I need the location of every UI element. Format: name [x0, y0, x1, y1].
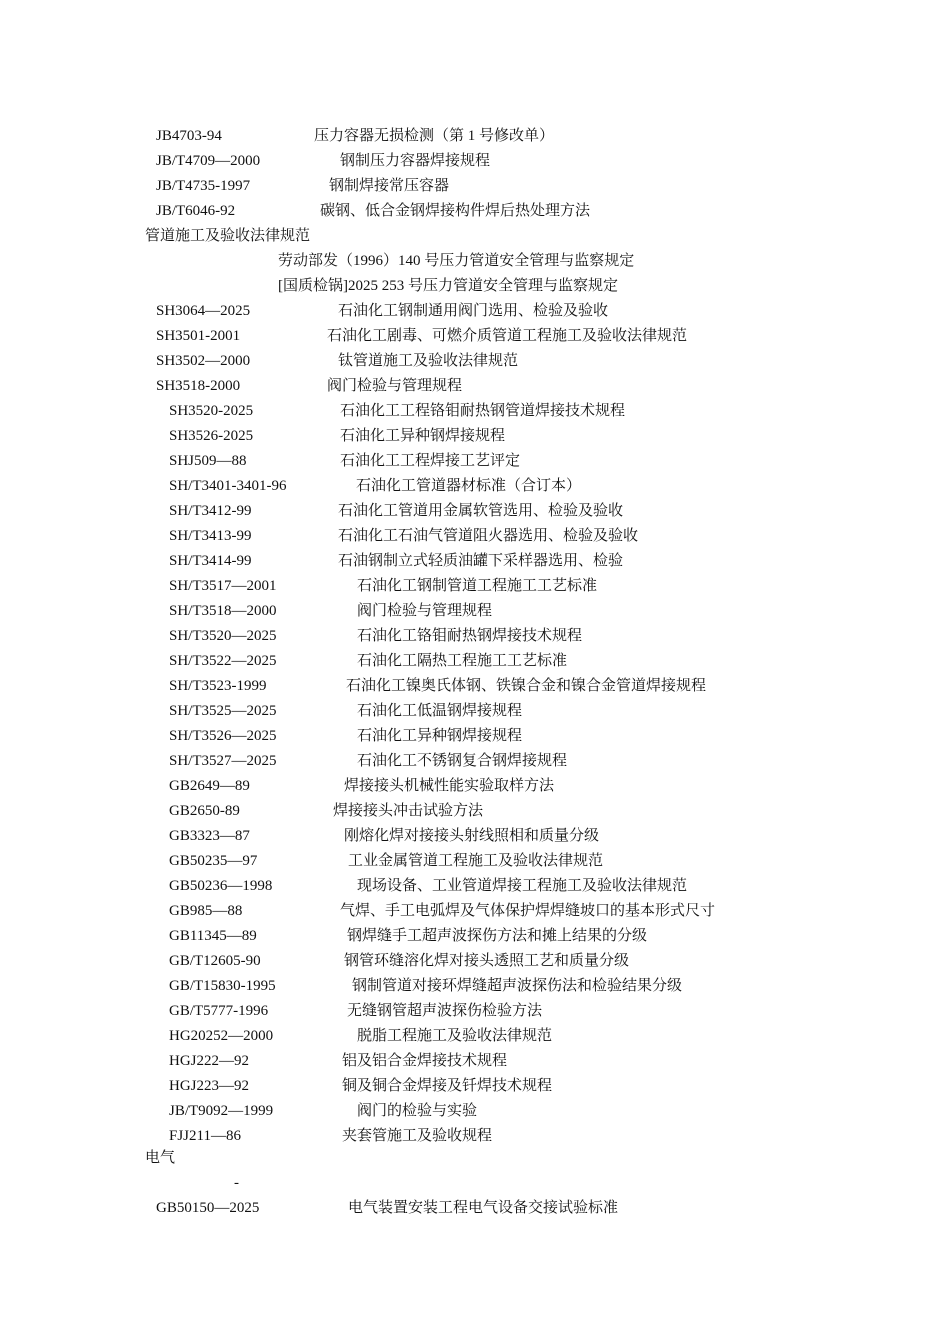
standard-code: SH/T3401-3401-96 [169, 478, 287, 494]
standard-code: HG20252—2000 [169, 1028, 274, 1044]
standard-title: 无缝钢管超声波探伤检验方法 [347, 1003, 543, 1019]
standard-title: 石油化工不锈钢复合钢焊接规程 [357, 753, 568, 769]
standard-title: 阀门检验与管理规程 [357, 603, 493, 619]
standard-code: SH3501-2001 [156, 328, 241, 344]
standard-code: HGJ222—92 [169, 1053, 250, 1069]
standard-title: 现场设备、工业管道焊接工程施工及验收法律规范 [357, 878, 688, 894]
standard-title: 电气装置安装工程电气设备交接试验标准 [348, 1200, 619, 1216]
standard-title: 脱脂工程施工及验收法律规范 [357, 1028, 553, 1044]
standard-title: 钢管环缝溶化焊对接头透照工艺和质量分级 [344, 953, 630, 969]
standard-code: SH/T3522—2025 [169, 653, 277, 669]
standard-title: 石油化工隔热工程施工工艺标准 [357, 653, 568, 669]
standard-code: SH3502—2000 [156, 353, 251, 369]
standard-title: 石油化工钢制管道工程施工工艺标准 [357, 578, 598, 594]
standard-title: 阀门的检验与实验 [357, 1103, 478, 1119]
standard-code: HGJ223—92 [169, 1078, 250, 1094]
standard-title: 铜及铜合金焊接及钎焊技术规程 [342, 1078, 553, 1094]
standard-title: 压力容器无损检测（第 1 号修改单） [314, 128, 555, 144]
standard-code: SH3526-2025 [169, 428, 254, 444]
standard-title: 钢焊缝手工超声波探伤方法和摊上结果的分级 [347, 928, 648, 944]
standard-title: 钢制焊接常压容器 [329, 178, 450, 194]
standard-code: SH/T3413-99 [169, 528, 252, 544]
standard-code: JB/T4735-1997 [156, 178, 251, 194]
standard-title: 焊接接头冲击试验方法 [333, 803, 484, 819]
standard-title: 石油化工低温钢焊接规程 [357, 703, 523, 719]
standard-code: SH/T3414-99 [169, 553, 252, 569]
section-heading-electrical: 电气 [145, 1150, 176, 1166]
standard-code: SH/T3526—2025 [169, 728, 277, 744]
standard-title: 夹套管施工及验收规程 [342, 1128, 493, 1144]
standard-code: GB985—88 [169, 903, 243, 919]
standard-code: SH/T3527—2025 [169, 753, 277, 769]
section-heading-piping: 管道施工及验收法律规范 [145, 228, 311, 244]
standard-code: GB/T5777-1996 [169, 1003, 269, 1019]
standard-code: FJJ211—86 [169, 1128, 241, 1144]
standard-title: 石油化工镍奥氏体钢、铁镍合金和镍合金管道焊接规程 [346, 678, 707, 694]
standard-code: SH/T3412-99 [169, 503, 252, 519]
standard-title: 石油化工管道用金属软管选用、检验及验收 [338, 503, 624, 519]
standard-code: GB/T15830-1995 [169, 978, 276, 994]
standard-code: SHJ509—88 [169, 453, 247, 469]
standard-title: 气焊、手工电弧焊及气体保护焊焊缝坡口的基本形式尺寸 [340, 903, 716, 919]
standard-code: GB2650-89 [169, 803, 240, 819]
regulation-line: [国质检锅]2025 253 号压力管道安全管理与监察规定 [278, 278, 618, 294]
standard-title: 碳钢、低合金钢焊接构件焊后热处理方法 [320, 203, 591, 219]
standard-title: 阀门检验与管理规程 [327, 378, 463, 394]
standard-code: GB11345—89 [169, 928, 257, 944]
standard-code: JB/T6046-92 [156, 203, 236, 219]
standard-title: 钢制管道对接环焊缝超声波探伤法和检验结果分级 [352, 978, 683, 994]
standard-title: 石油化工剧毒、可燃介质管道工程施工及验收法律规范 [327, 328, 688, 344]
standard-code: GB50236—1998 [169, 878, 273, 894]
standard-code: GB3323—87 [169, 828, 250, 844]
standard-title: 刚熔化焊对接接头射线照相和质量分级 [344, 828, 600, 844]
standard-title: 石油化工石油气管道阻火器选用、检验及验收 [338, 528, 639, 544]
dash-mark: - [234, 1175, 239, 1191]
standard-code: SH/T3525—2025 [169, 703, 277, 719]
standard-code: SH3064—2025 [156, 303, 251, 319]
standard-code: SH/T3520—2025 [169, 628, 277, 644]
standard-title: 工业金属管道工程施工及验收法律规范 [348, 853, 604, 869]
standard-code: SH/T3518—2000 [169, 603, 277, 619]
standard-code: JB4703-94 [156, 128, 222, 144]
standard-title: 石油化工钢制通用阀门选用、检验及验收 [338, 303, 609, 319]
standard-code: GB50150—2025 [156, 1200, 260, 1216]
standard-code: GB50235—97 [169, 853, 258, 869]
standard-title: 石油化工铬钼耐热钢焊接技术规程 [357, 628, 583, 644]
standard-title: 石油化工异种钢焊接规程 [340, 428, 506, 444]
standard-title: 石油钢制立式轻质油罐下采样器选用、检验 [338, 553, 624, 569]
standard-title: 铝及铝合金焊接技术规程 [342, 1053, 508, 1069]
standard-code: GB2649—89 [169, 778, 250, 794]
standard-title: 钢制压力容器焊接规程 [340, 153, 491, 169]
standard-code: JB/T4709—2000 [156, 153, 261, 169]
standard-title: 石油化工工程焊接工艺评定 [340, 453, 521, 469]
standard-title: 焊接接头机械性能实验取样方法 [344, 778, 555, 794]
regulation-line: 劳动部发（1996）140 号压力管道安全管理与监察规定 [278, 253, 635, 269]
standard-title: 钛管道施工及验收法律规范 [338, 353, 519, 369]
standard-title: 石油化工管道器材标准（合订本） [356, 478, 582, 494]
standard-code: SH3518-2000 [156, 378, 241, 394]
standard-code: JB/T9092—1999 [169, 1103, 274, 1119]
standard-title: 石油化工工程铬钼耐热钢管道焊接技术规程 [340, 403, 626, 419]
standard-code: SH/T3523-1999 [169, 678, 267, 694]
standard-code: GB/T12605-90 [169, 953, 261, 969]
standard-title: 石油化工异种钢焊接规程 [357, 728, 523, 744]
standard-code: SH3520-2025 [169, 403, 254, 419]
standard-code: SH/T3517—2001 [169, 578, 277, 594]
